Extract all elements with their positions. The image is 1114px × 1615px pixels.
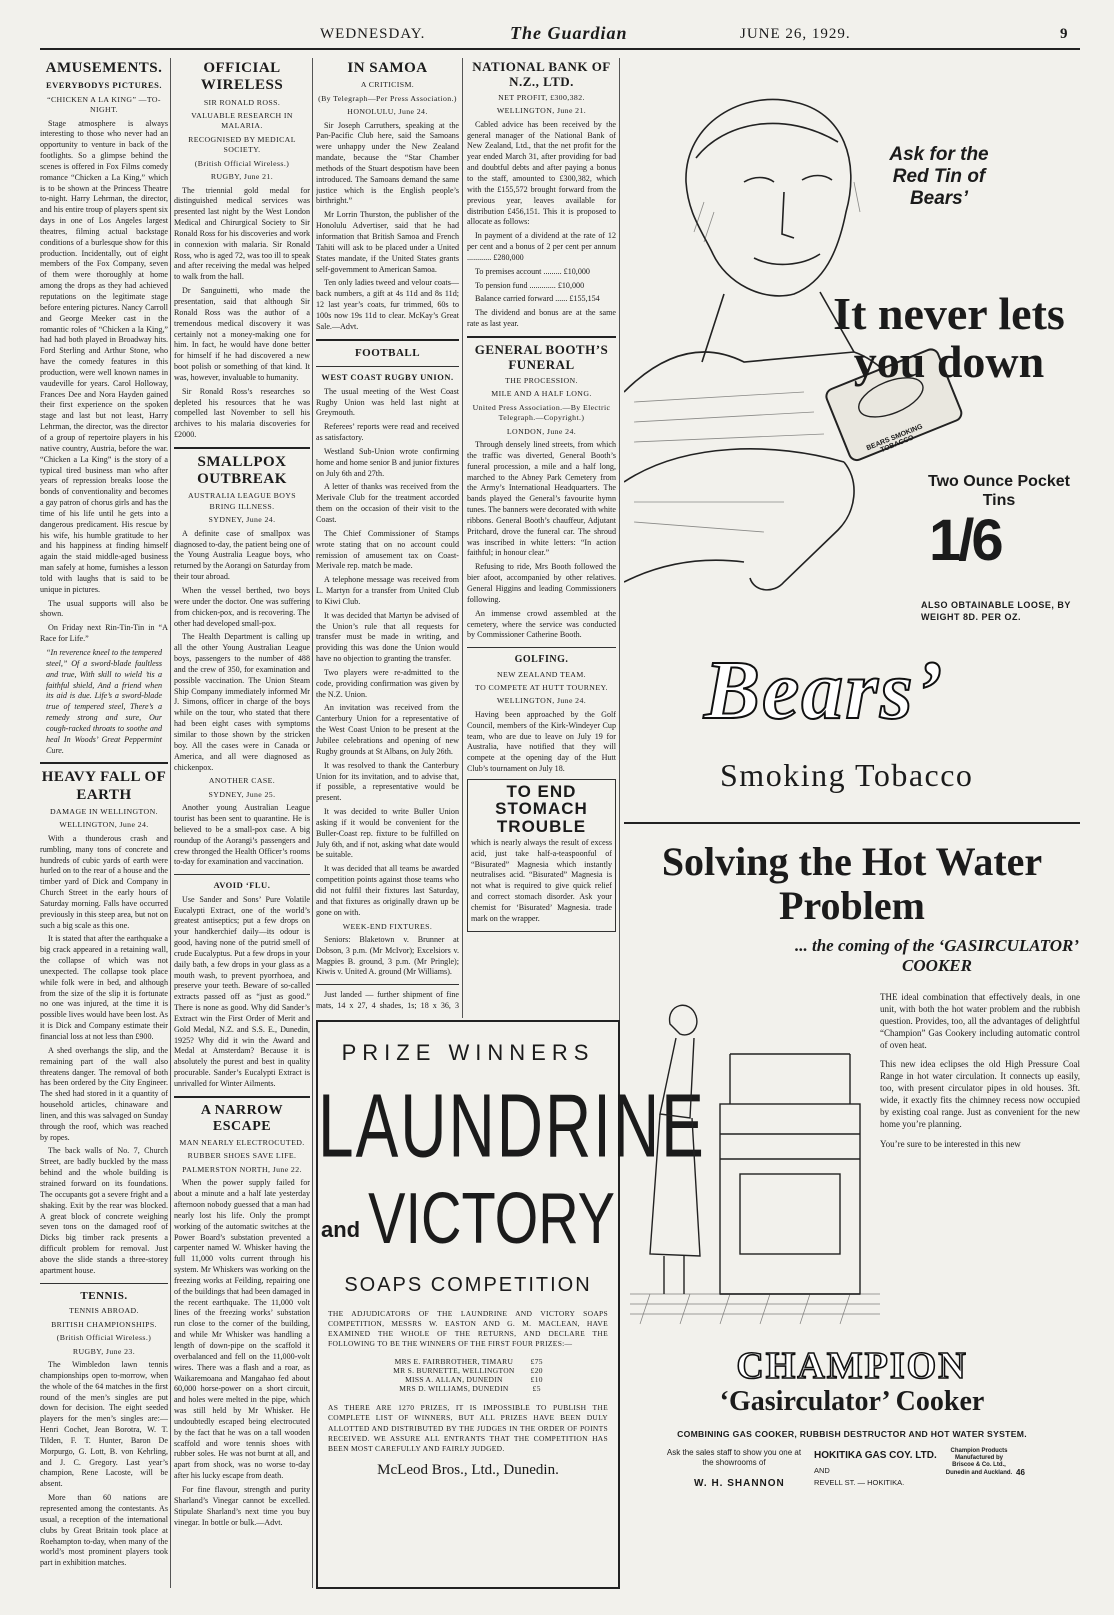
football-heading: FOOTBALL (354, 346, 421, 359)
golf-subheading: TO COMPETE AT HUTT TOURNEY. (475, 683, 608, 693)
dateline: RUGBY, June 23. (72, 1346, 136, 1356)
wireless-heading: OFFICIAL WIRELESS (200, 60, 284, 94)
smoking-tobacco: Smoking Tobacco (720, 757, 974, 793)
article-paragraph: Two players were re-admitted to the code, providing confirmation was given by the N.Z. Union. (316, 667, 459, 699)
article-paragraph: Refusing to ride, Mrs Booth followed the bier afoot, accompanied by other relatives. General Higgins and leading Commissioners following. (467, 562, 616, 604)
article-paragraph: Seniors: Blaketown v. Brunner at Dobson, 3 p.m. (Mr McIvor); Excelsiors v. Magpies B. ground, 3 p.m. (Mr Pringle); Kiwis v. United A. ground (Mr Williams). (316, 934, 459, 977)
article-paragraph: To pension fund ............. £10,000 (475, 280, 585, 290)
article-paragraph: It was decided that Martyn be advised of the Union’s rule that all requests for transfer must be made in writing, and providing this was done the Union would have no objection to granting the transfer. (316, 610, 459, 664)
earth-subheading: DAMAGE IN WELLINGTON. (50, 806, 158, 816)
article-paragraph: Westland Sub-Union wrote confirming home and home senior B and junior fixtures on July 6th and 27th. (316, 446, 459, 478)
tennis-subheading: TENNIS ABROAD. (69, 1306, 139, 1316)
booth-heading: GENERAL BOOTH’S FUNERAL (474, 341, 609, 372)
bears-brand: Bears’ (704, 644, 945, 737)
article-paragraph: The usual supports will also be shown. (40, 598, 168, 619)
divider (467, 647, 616, 648)
article-paragraph: Cabled advice has been received by the general manager of the National Bank of New Zealand, Ltd., that the net profit for the year ended March 31, after providing for bad and doubtful debts and after paying a bonus to the staff, amounted to £300,382, which with the £155,572 brought forward from the previous year, leaves available for distribution £456,151. This it is proposed to allocate as follows: (467, 119, 616, 227)
dateline: WELLINGTON, June 24. (59, 820, 149, 830)
article-paragraph: An immense crowd assembled at the cemetery, where the service was conducted by Commissioner Catherine Booth. (467, 608, 616, 640)
winner-name: MISS A. ALLAN, DUNEDIN (405, 1375, 503, 1385)
tin-label: BEARS SMOKING TOBACCO (865, 423, 924, 455)
winner-prize: £75 (530, 1357, 543, 1367)
wireless-subheading: SIR RONALD ROSS. (203, 97, 281, 107)
stomach-ad-text: which is nearly always the result of excess acid, just take half-a-teaspoonful of “Bisurated” Magnesia which instantly neutralises acid. “Bisurated” Magnesia is not what is required to give quick relief and correct stomach disorder. Ask your chemist for ‘Bisurated’ Magnesia. trade mark on the wrapper. (471, 837, 612, 923)
flu-heading: AVOID ‘FLU. (213, 880, 271, 891)
bank-heading: NATIONAL BANK OF N.Z., LTD. (472, 59, 611, 89)
winners-table (385, 1357, 551, 1393)
escape-heading: A NARROW ESCAPE (200, 1102, 284, 1134)
dateline: HONOLULU, June 24. (347, 107, 428, 117)
bears-tobacco-advertisement (624, 62, 1080, 824)
golf-heading: GOLFING. (514, 654, 569, 666)
smallpox-heading: SMALLPOX OUTBREAK (197, 453, 287, 488)
samoa-heading: IN SAMOA (347, 60, 428, 76)
laundrine-brand: LAUNDRINE (318, 1075, 706, 1177)
competition-title: SOAPS COMPETITION (344, 1273, 592, 1296)
escape-subheading: RUBBER SHOES SAVE LIFE. (187, 1151, 297, 1161)
table-row (385, 1384, 551, 1393)
ad-paragraph: THE ideal combination that effectively deals, in one unit, with both the hot water problem and the rubbish question. Provides, too, all the advantages of delightful “Champion” Gas Cookery including automatic control of oven heat. (880, 992, 1080, 1050)
gasirculator-subhead: ... the coming of the ‘GASIRCULATOR’ COOKER (795, 936, 1079, 975)
gasirculator-cooker: ‘Gasirculator’ Cooker (719, 1386, 985, 1417)
ask-for-red-tin: Ask for the Red Tin of Bears’ (889, 144, 989, 209)
ad-code: 46 (1016, 1468, 1025, 1477)
article-paragraph: When the power supply failed for about a minute and a half late yesterday afternoon nobody guessed that a man had nearly lost his life. Only the prompt working of the automatic switches at the Power Board’s substation prevented a carpenter named W. Whisker having the full 11,000 volts current through his system. Mr Whiskers was working on the freezing works at Feilding, repairing one of the buildings that had been damaged in the recent earthquake. The 11,000 volt lines of the freezing works’ substation run close to the corner of the building, and while Mr Whisker was handling a length of down-pipe on the scaffold it overbalanced and fell on the 11,000-volt wires. There was a flash and a roar, as Waikaremoana and Mangahao fed about 60,000 horse-power on a short circuit, and holes were melted in the pipe, which was still held by Mr Whisker. He undoubtedly escaped being electrocuted by the fact that he was on a tall wooden scaffold and wore tennis shoes with rubber soles. He was not burnt at all, and apart from shock, was no worse to-day after his lucky escape from death. (174, 1178, 310, 1481)
source-line: (By Telegraph—Per Press Association.) (318, 93, 457, 103)
film-subheading: “CHICKEN A LA KING” —TO-NIGHT. (47, 94, 161, 115)
article-paragraph: To premises account ......... £10,000 (475, 266, 590, 276)
booth-subheading: MILE AND A HALF LONG. (491, 389, 592, 399)
divider (467, 336, 616, 338)
dateline: WELLINGTON, June 24. (496, 696, 587, 706)
article-paragraph: It was decided that all teams be awarded competition points against those teams who did not fulfil their fixtures last Saturday, and that fixtures as originally drawn up be gone on with. (316, 864, 459, 917)
champion-brand: CHAMPION (736, 1345, 968, 1387)
article-paragraph: An invitation was received from the Canterbury Union for a representative of the West Coast Union to be present at the Jubilee celebrations and opening of new Rugby grounds at St Albans, on July 26th. (316, 703, 459, 756)
table-row (385, 1357, 551, 1366)
escape-subheading: MAN NEARLY ELECTROCUTED. (179, 1138, 305, 1148)
article-paragraph: The dividend and bonus are at the same rate as last year. (467, 308, 616, 329)
article-paragraph: Through densely lined streets, from which the traffic was diverted, General Booth’s funeral procession, a mile and a half long, marched to the Abney Park Cemetery from the Army’s International Headquarters. The bands played the General’s favourite hymn tunes. The banners were decorated with white ribbons. General Booth’s chauffeur, Adjutant Pritchard, drove the funeral car. The shroud was inscribed in white letters: “In action faithful; in honour clear.” (467, 440, 616, 558)
article-paragraph: The Wimbledon lawn tennis championships open to-morrow, when the whole of the 64 matches in the first round of the men’s singles are put down for decision. The eight seeded players for the men’s singles are:—Henri Cochet, Jean Borotra, W. T. Tilden, F. T. Hunter, Baron De Morpurgo, G. Lott, B. von Kehrling, and J. C. Gregory. Last year’s champion, Rene Lacoste, will be absent. (40, 1360, 168, 1489)
source-line: (British Official Wireless.) (56, 1333, 152, 1343)
sponsor-name: McLeod Bros., Ltd., Dunedin. (377, 1461, 559, 1478)
winner-name: MRS E. FAIRBROTHER, TIMARU (394, 1357, 514, 1367)
loose-weight-note: ALSO OBTAINABLE LOOSE, BY WEIGHT 8D. PER OZ. (921, 600, 1071, 623)
earth-heading: HEAVY FALL OF EARTH (41, 769, 167, 803)
article-paragraph: Ten only ladies tweed and velour coats—back numbers, a gift at 4s 11d and 8s 11d; 12 last year’s coats, fur trimmed, 60s to 100s now 19s 11d to clear. McKay’s Great Sale.—Advt. (316, 278, 459, 331)
stomach-ad-title: TO END STOMACH TROUBLE (495, 781, 588, 836)
column-1 (40, 58, 168, 1588)
venue-heading: EVERYBODYS PICTURES. (46, 80, 162, 91)
article-paragraph: It was decided to write Buller Union asking if it would be convenient for the Buller-Coast rep. fixture to be fulfilled on July 6th, and if not, asking what date would be suitable. (316, 807, 459, 860)
pocket-tins-label: Two Ounce Pocket Tins (928, 473, 1070, 510)
wireless-subheading: VALUABLE RESEARCH IN MALARIA. (191, 110, 293, 131)
article-paragraph: Balance carried forward ...... £155,154 (475, 294, 600, 304)
source-line: United Press Association.—By Electric Telegraph.—Copyright.) (472, 402, 611, 423)
page-number: 9 (1060, 26, 1069, 42)
article-paragraph: A definite case of smallpox was diagnosed to-day, the patient being one of the Young Australia League boys, who returned by the Aorangi on Saturday from their tour abroad. (174, 528, 310, 582)
divider (174, 874, 310, 875)
price: 1/6 (929, 508, 1001, 573)
tennis-heading: TENNIS. (80, 1289, 128, 1302)
golf-subheading: NEW ZEALAND TEAM. (496, 669, 587, 679)
victory-brand: VICTORY (368, 1176, 615, 1259)
article-paragraph: It was resolved to thank the Canterbury Union for its invitation, and to advise that, if possible, a representative would be present. (316, 760, 459, 803)
flu-advertisement: Use Sander and Sons’ Pure Volatile Eucalypti Extract, one of the world’s greatest antiseptics; put a few drops on your handkerchief daily—its odour is good, having none of the putrid smell of crude Eucalyptus. Put a few drops in your daily bath, a few drops in your glass as a mouth wash, to prevent pyorrhoea, and preserve your teeth. Beware of so-called extracts passed off as “just as good.” There is none as good. Why did Sander’s Extract win the First Order of Merit and Gold Medal, N.Z. and S.S. E., Dunedin, 1925? Why did it win the Award and Medal at Amsterdam? Because it is absolutely the purest and best in quality procurable. Sander’s Eucalypti Extract is unrivalled for Winter Ailments. (174, 894, 310, 1088)
dateline: LONDON, June 24. (506, 426, 577, 436)
article-paragraph: Sir Joseph Carruthers, speaking at the Pan-Pacific Club here, said the Samoans were unhappy under the New Zealand mandate, because the “Star Chamber methods of the Stuart despotism have been introduced. The Samoans demand the same justice which is the English people’s birthright.” (316, 120, 459, 206)
booth-subheading: THE PROCESSION. (505, 375, 578, 385)
adjudicators-statement: THE ADJUDICATORS OF THE LAUNDRINE AND VICTORY SOAPS COMPETITION, MESSRS W. EASTON AND G. M. MACLEAN, HAVE EXAMINED THE WHOLE OF THE RETURNS, AND DECLARE THE FOLLOWING TO BE THE WINNERS OF THE FIRST FOUR PRIZES:— (328, 1308, 608, 1349)
samoa-subheading: A CRITICISM. (360, 80, 415, 90)
winner-name: MRS D. WILLIAMS, DUNEDIN (399, 1384, 509, 1394)
divider (316, 366, 459, 367)
dateline: SYDNEY, June 25. (208, 789, 276, 799)
article-paragraph: Dr Sanguinetti, who made the presentation, said that although Sir Ronald Ross was the author of a tremendous medical discovery it was certainly not a money-making one for him. In fact, he would have done better for himself if he had discovered a new boot polish or something of that kind. It was, however, invaluable to humanity. (174, 286, 310, 382)
manufacturer-note: Champion Products Manufactured by Briscoe & Co. Ltd., Dunedin and Auckland. (945, 1448, 1013, 1476)
divider (40, 762, 168, 764)
article-paragraph: It is stated that after the earthquake a big crack appeared in a retaining wall, the collapse of which was not unexpected. The collapse took place while folk were in bed, and although from the size of the slip it is fortunate no one was injured, at the time it is possible lives would have been lost. As it is Dick and Company estimate their financial loss at not less than £900. (40, 934, 168, 1041)
table-row (385, 1375, 551, 1384)
article-paragraph: Referees’ reports were read and received as satisfactory. (316, 422, 459, 443)
and-connector: and (320, 1216, 361, 1242)
article-paragraph: Stage atmosphere is always interesting to those who never had an opportunity to venture in back of the footlights. So a glimpse behind the scenes is offered in Fox Films comedy romance “Chicken a La King,” which is to be shown at the Princess Theatre to-night. Harry Lehrman, the director, and his entire troup of players spent six days in one of Los Angeles largest theatres, filming actual backstage conditions of a burlesque show for this production. Incidentally, out of eight members of the Fox Company, seven of them were thoroughly at home among the drops as they had achieved reputations on the legitimate stage before entering pictures. Nancy Carroll and George Meeker cast in the romantic roles of “Chicken a la King,” had had both played in Broadway hits. Ford Sterling and Arthur Stone, who have the comedy features in this production, were well known names in vaudeville for years. Carol Holloway, Frances Dee and Nora Hayden gained their first experience on the spoken stage and last but not least, Harry Lehrman, the director, was the director of a group of repertoire players in his native country, Austria, before the war. “Chicken a La King” is the story of a typical tired business man who after years of repression breaks loose the bonds of conventionality and becomes a gay patron of chorus girls and has the time of his life until he gets into a dangerous predicament. His rescue by his wife, his humble gratitude to her and his happiness at finding himself again the staid middle-aged business man safely at home, furnishes a lesson told with laughs that is said to be unique in pictures. (40, 118, 168, 594)
masthead-paper: The Guardian (510, 23, 628, 43)
bank-subheading: NET PROFIT, £300,382. (498, 92, 585, 102)
stomach-advertisement (467, 779, 616, 932)
divider (174, 1096, 310, 1098)
column-rule (462, 58, 463, 1018)
article-paragraph: A telephone message was received from L. Martyn for a transfer from United Club to Kiwi Club. (316, 575, 459, 606)
gasirculator-advertisement (624, 834, 1080, 1594)
masthead-day: WEDNESDAY. (320, 26, 426, 42)
prize-heading: PRIZE WINNERS (341, 1040, 595, 1065)
column-rule (312, 58, 313, 1588)
article-paragraph: For fine flavour, strength and purity Sharland’s Vinegar cannot be excelled. Stipulate Sharland’s next time you buy vinegar. In bottle or bulk.—Advt. (174, 1484, 310, 1527)
tennis-subheading: BRITISH CHAMPIONSHIPS. (51, 1319, 157, 1329)
hot-water-headline: Solving the Hot Water Problem (661, 839, 1043, 928)
source-line: (British Official Wireless.) (194, 158, 290, 168)
gasirculator-body (880, 992, 1080, 1159)
article-paragraph: A letter of thanks was received from the Merivale Club for the treatment accorded them on the occasion of their visit to the Coast. (316, 482, 459, 524)
cooker-illustration (630, 994, 880, 1334)
prize-winners-advertisement (316, 1020, 706, 1589)
divider (40, 1283, 168, 1284)
column-rule (170, 58, 171, 1588)
article-paragraph: The back walls of No. 7, Church Street, are badly buckled by the mass behind and the whole building is strained forward on its foundations. The occupants got a severe fright and a shaking. Exit by the rear was blocked. A great block of concrete weighing seven tons on the damaged roof of Dicks big timber rack presents a difficult problem for removal. Just above the slide stands a three-storey apartment house. (40, 1146, 168, 1275)
article-paragraph: The usual meeting of the West Coast Rugby Union was held last night at Greymouth. (316, 386, 459, 418)
winner-prize: £20 (530, 1366, 543, 1376)
column-4 (467, 58, 616, 1013)
ad-footer (624, 1446, 1080, 1492)
dateline: PALMERSTON NORTH, June 22. (182, 1164, 302, 1174)
football-subheading: WEST COAST RUGBY UNION. (321, 372, 454, 383)
amusements-heading: AMUSEMENTS. (45, 60, 163, 76)
dateline: RUGBY, June 21. (210, 172, 274, 182)
hokitika-gas-coy: HOKITIKA GAS COY. LTD. (814, 1450, 937, 1461)
divider (316, 984, 459, 985)
another-case-subheading: ANOTHER CASE. (208, 776, 276, 786)
masthead-date: JUNE 26, 1929. (740, 26, 851, 42)
article-paragraph: When the vessel berthed, two boys were under the doctor. One was suffering from chicken-pox, and is recovering. The other had developed small-pox. (174, 586, 310, 628)
paterson-advertisement: Just landed — further shipment of fine mats, 14 x 27, 4 shades, 1s; 18 x 36, 3 (316, 990, 459, 1011)
article-paragraph: A shed overhangs the slip, and the remaining part of the wall also threatens danger. The removal of both has been ordered by the City Engineer. The shed had stored in it a quantity of household articles, chinaware and linen, and this was salvaged on Sunday through the roof, which was reached by ropes. (40, 1045, 168, 1142)
column-2 (174, 58, 310, 1588)
showroom-note: Ask the sales staff to show you one at the showrooms of (666, 1448, 802, 1468)
divider (316, 339, 459, 341)
article-paragraph: The Chief Commissioner of Stamps wrote stating that on no account could remission of amusement tax on Coast-Merivale rep. match be made. (316, 528, 459, 571)
article-paragraph: The Health Department is calling up all the other Young Australian League boys, passengers to the number of 488 and the crew of 350, for examination and possible vaccination. The Union Steam Ship Company immediately informed Mr J. Simons, officer in charge of the boys while on the tour, who stated that there had been eight cases with symptoms similar to those shown by the stricken boy. All the cases were in Canada or America, and all were diagnosed as chickenpox. (174, 632, 310, 772)
dateline: WELLINGTON, June 21. (496, 106, 587, 116)
fixtures-subheading: WEEK-END FIXTURES. (342, 921, 433, 931)
article-paragraph: Sir Ronald Ross’s researches so depleted his resources that he was compelled last November to sell his archives to his malaria discoveries for £2000. (174, 386, 310, 440)
winner-prize: £10 (530, 1375, 543, 1385)
and-connector: AND (814, 1466, 830, 1475)
shannon: W. H. SHANNON (694, 1478, 785, 1489)
masthead (40, 22, 1080, 50)
winner-name: MR S. BURNETTE, WELLINGTON (393, 1366, 515, 1376)
table-row (385, 1366, 551, 1375)
article-paragraph: In payment of a dividend at the rate of 12 per cent and a bonus of 2 per cent per annum ............ £280,000 (467, 231, 616, 262)
article-paragraph: On Friday next Rin-Tin-Tin in “A Race for Life.” (40, 623, 168, 644)
prize-note: AS THERE ARE 1270 PRIZES, IT IS IMPOSSIBLE TO PUBLISH THE COMPLETE LIST OF WINNERS, BUT ALL PRIZES HAVE BEEN DULY ALLOTTED AND DISTRIBUTED BY THE JUDGES IN THE ORDER OF POINTS RECEIVED. WE ASSURE ALL ENTRANTS THAT THE COMPETITION HAS BEEN MOST CAREFULLY AND FAIRLY JUDGED. (328, 1403, 608, 1453)
wireless-subheading: RECOGNISED BY MEDICAL SOCIETY. (188, 134, 296, 155)
article-paragraph: Mr Lorrin Thurston, the publisher of the Honolulu Advertiser, said that he had information that British Samoa and French Tahiti will ask to be placed under a United States mandate, if the United States grants self-government to American Samoa. (316, 210, 459, 274)
combining-line: COMBINING GAS COOKER, RUBBISH DESTRUCTOR AND HOT WATER SYSTEM. (677, 1429, 1027, 1439)
ad-paragraph: This new idea eclipses the old High Pressure Coal Range in hot water circulation. It connects up easily, too, with present circulator pipes in old houses. 3ft. wide, it exactly fits the chimney recess now occupied by existing coal range. Just as convenient for the new home you’re planning. (880, 1059, 1080, 1129)
smallpox-subheading: AUSTRALIA LEAGUE BOYS BRING ILLNESS. (187, 491, 297, 511)
winner-prize: £5 (532, 1384, 541, 1394)
column-3 (316, 58, 459, 1013)
slogan: It never lets you down (833, 288, 1065, 388)
dateline: SYDNEY, June 24. (208, 515, 276, 525)
article-paragraph: Another young Australian League tourist has been sent to quarantine. He is believed to be a small-pox case. A big roundup of the Aorangi’s passengers and crew thronged the Health Officer’s rooms to-day for examination and vaccination. (174, 803, 310, 867)
article-paragraph: With a thunderous crash and rumbling, many tons of concrete and hundreds of cubic yards of earth were hurled on to the rear of a house and the timber yard of Dick and Company in Church Street in the early hours of Saturday morning. Falls have occurred previously in this steep area, but not on such a big scale as this one. (40, 833, 168, 930)
ad-paragraph: You’re sure to be interested in this new (880, 1138, 1021, 1149)
divider (174, 447, 310, 449)
article-paragraph: More than 60 nations are represented among the contestants. As usual, a reception of the international clubs by Great Britain took place at Roehampton to-day, when many of the world’s most prominent players took part in exhibition matches. (40, 1493, 168, 1568)
revell-st-address: REVELL ST. — HOKITIKA. (814, 1478, 905, 1487)
article-paragraph: The triennial gold medal for distinguished medical services was presented last night by the West London Medical and Chirurgical Society to Sir Ronald Ross for his discoveries and work in connexion with malaria. Sir Ronald Ross, who is aged 72, was too ill to speak and after receiving the medal was helped to walk from the hall. (174, 185, 310, 282)
woods-cure-verse: “In reverence kneel to the tempered steel,” Of a sword-blade faultless and true, With skill to wield ’tis a faithful shield, And a friend when its aid is due. Life’s a sword-blade true of tempered steel, There’s a remedy strong and sure, Our cough-racked throats to soothe and heal In Woods’ Great Peppermint Cure. (46, 648, 162, 755)
article-paragraph: Having been approached by the Golf Council, members of the Kirk-Windeyer Cup team, who are due to leave on July 19 for Australia, have notified that they will compete at the opening day of the Hutt Club’s tournament on July 18. (467, 709, 616, 774)
